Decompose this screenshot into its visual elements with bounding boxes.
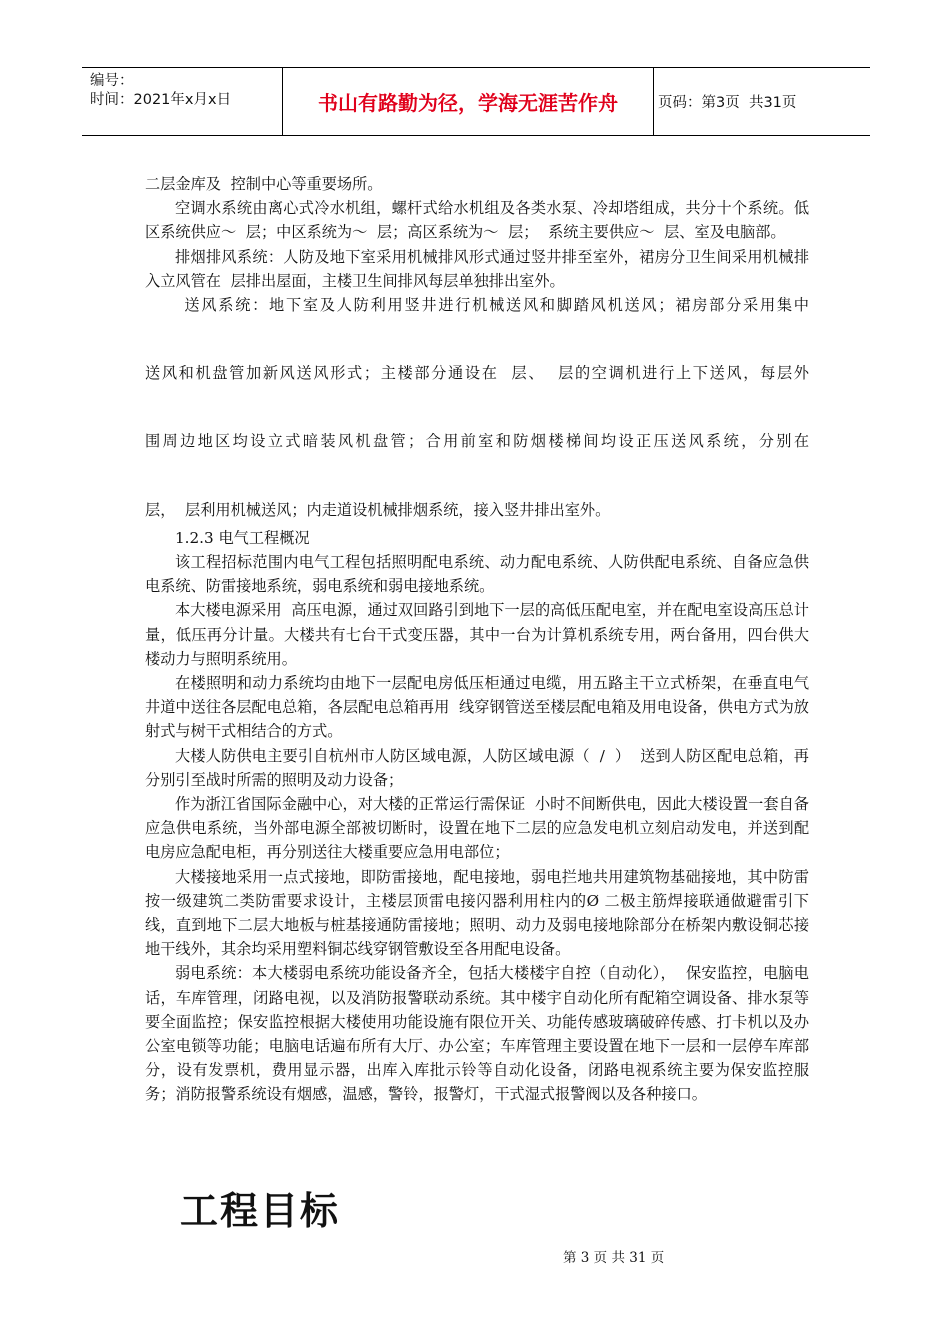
page-info-text: 页码：第3页 共31页	[658, 95, 797, 111]
paragraph: 二层金库及 控制中心等重要场所。	[145, 175, 383, 193]
paragraph-air-supply	[145, 293, 809, 522]
paragraph-line: 送风和机盘管加新风送风形式；主楼部分通设在 层、 层的空调机进行上下送风，每层外	[145, 364, 809, 383]
subsection-heading: 1.2.3 电气工程概况	[175, 528, 310, 547]
paragraph-line: 送风系统：地下室及人防利用竖井进行机械送风和脚踏风机送风；裙房部分采用集中	[145, 296, 809, 315]
paragraph: 大楼接地采用一点式接地，即防雷接地，配电接地，弱电拦地共用建筑物基础接地，其中防雷按一级建筑二类防雷要求设计，主楼层顶雷电接闪器利用柱内的Ø 二极主筋焊接联通做避雷引下线，直到地下二层大地板与桩基接通防雷接地；照明、动力及弱电接地除部分在桥架内敷设铜芯接地干线外，其余均采用塑料铜芯线穿钢管敷设至各用配电设备。	[145, 867, 809, 959]
section-title: 工程目标	[180, 1189, 341, 1233]
document-number-label: 编号：	[90, 73, 134, 89]
header-motto	[282, 68, 654, 135]
paragraph: 排烟排风系统：人防及地下室采用机械排风形式通过竖井排至室外，裙房分卫生间采用机械排入立风管在 层排出屋面，主楼卫生间排风每层单独排出室外。	[145, 247, 809, 290]
paragraph: 大楼人防供电主要引自杭州市人防区域电源，人防区域电源（ / ） 送到人防区配电总箱，再分别引至战时所需的照明及动力设备；	[145, 746, 809, 789]
paragraph: 该工程招标范围内电气工程包括照明配电系统、动力配电系统、人防供配电系统、自备应急供电系统、防雷接地系统，弱电系统和弱电接地系统。	[145, 552, 809, 596]
header-page-info	[654, 68, 870, 135]
paragraph: 空调水系统由离心式冷水机组，螺杆式给水机组及各类水泵、冷却塔组成，共分十个系统。低区系统供应～ 层；中区系统为～ 层；高区系统为～ 层； 系统主要供应～ 层、室及电脑部。	[145, 199, 809, 242]
paragraph-line: 围周边地区均设立式暗装风机盘管；合用前室和防烟楼梯间均设正压送风系统，分别在	[145, 432, 809, 451]
header-meta	[82, 68, 282, 135]
paragraph: 在楼照明和动力系统均由地下一层配电房低压柜通过电缆，用五路主干立式桥架，在垂直电气井道中送往各层配电总箱，各层配电总箱再用 线穿钢管送至楼层配电箱及用电设备，供电方式为放射式与树干式相结合的方式。	[145, 673, 809, 741]
document-date: 时间：2021年x月x日	[90, 92, 232, 108]
page-footer: 第 3 页 共 31 页	[563, 1250, 665, 1266]
paragraph: 本大楼电源采用 高压电源，通过双回路引到地下一层的高低压配电室，并在配电室设高压总计量，低压再分计量。大楼共有七台干式变压器，其中一台为计算机系统专用，两台备用，四台供大楼动力与照明系统用。	[145, 601, 809, 668]
paragraph: 弱电系统：本大楼弱电系统功能设备齐全，包括大楼楼宇自控（自动化）， 保安监控，电脑电话，车库管理，闭路电视，以及消防报警联动系统。其中楼宇自动化所有配箱空调设备、排水泵等要全面监控；保安监控根据大楼使用功能设施有限位开关、功能传感玻璃破碎传感、打卡机以及办公室电锁等功能；电脑电话遍布所有大厅、办公室；车库管理主要设置在地下一层和一层停车库部分，设有发票机，费用显示器，出库入库批示铃等自动化设备，闭路电视系统主要为保安监控服务；消防报警系统设有烟感，温感，警铃，报警灯，干式湿式报警阀以及各种接口。	[145, 964, 809, 1104]
motto-text: 书山有路勤为径，学海无涯苦作舟	[318, 91, 618, 115]
page-header	[82, 67, 870, 136]
paragraph: 作为浙江省国际金融中心，对大楼的正常运行需保证 小时不间断供电，因此大楼设置一套自备应急供电系统，当外部电源全部被切断时，设置在地下二层的应急发电机立刻启动发电，并送到配电房应急配电柜，再分别送往大楼重要应急用电部位；	[145, 795, 809, 862]
document-body	[145, 172, 809, 1107]
paragraph-line: 层， 层利用机械送风；内走道设机械排烟系统，接入竖井排出室外。	[145, 500, 611, 519]
